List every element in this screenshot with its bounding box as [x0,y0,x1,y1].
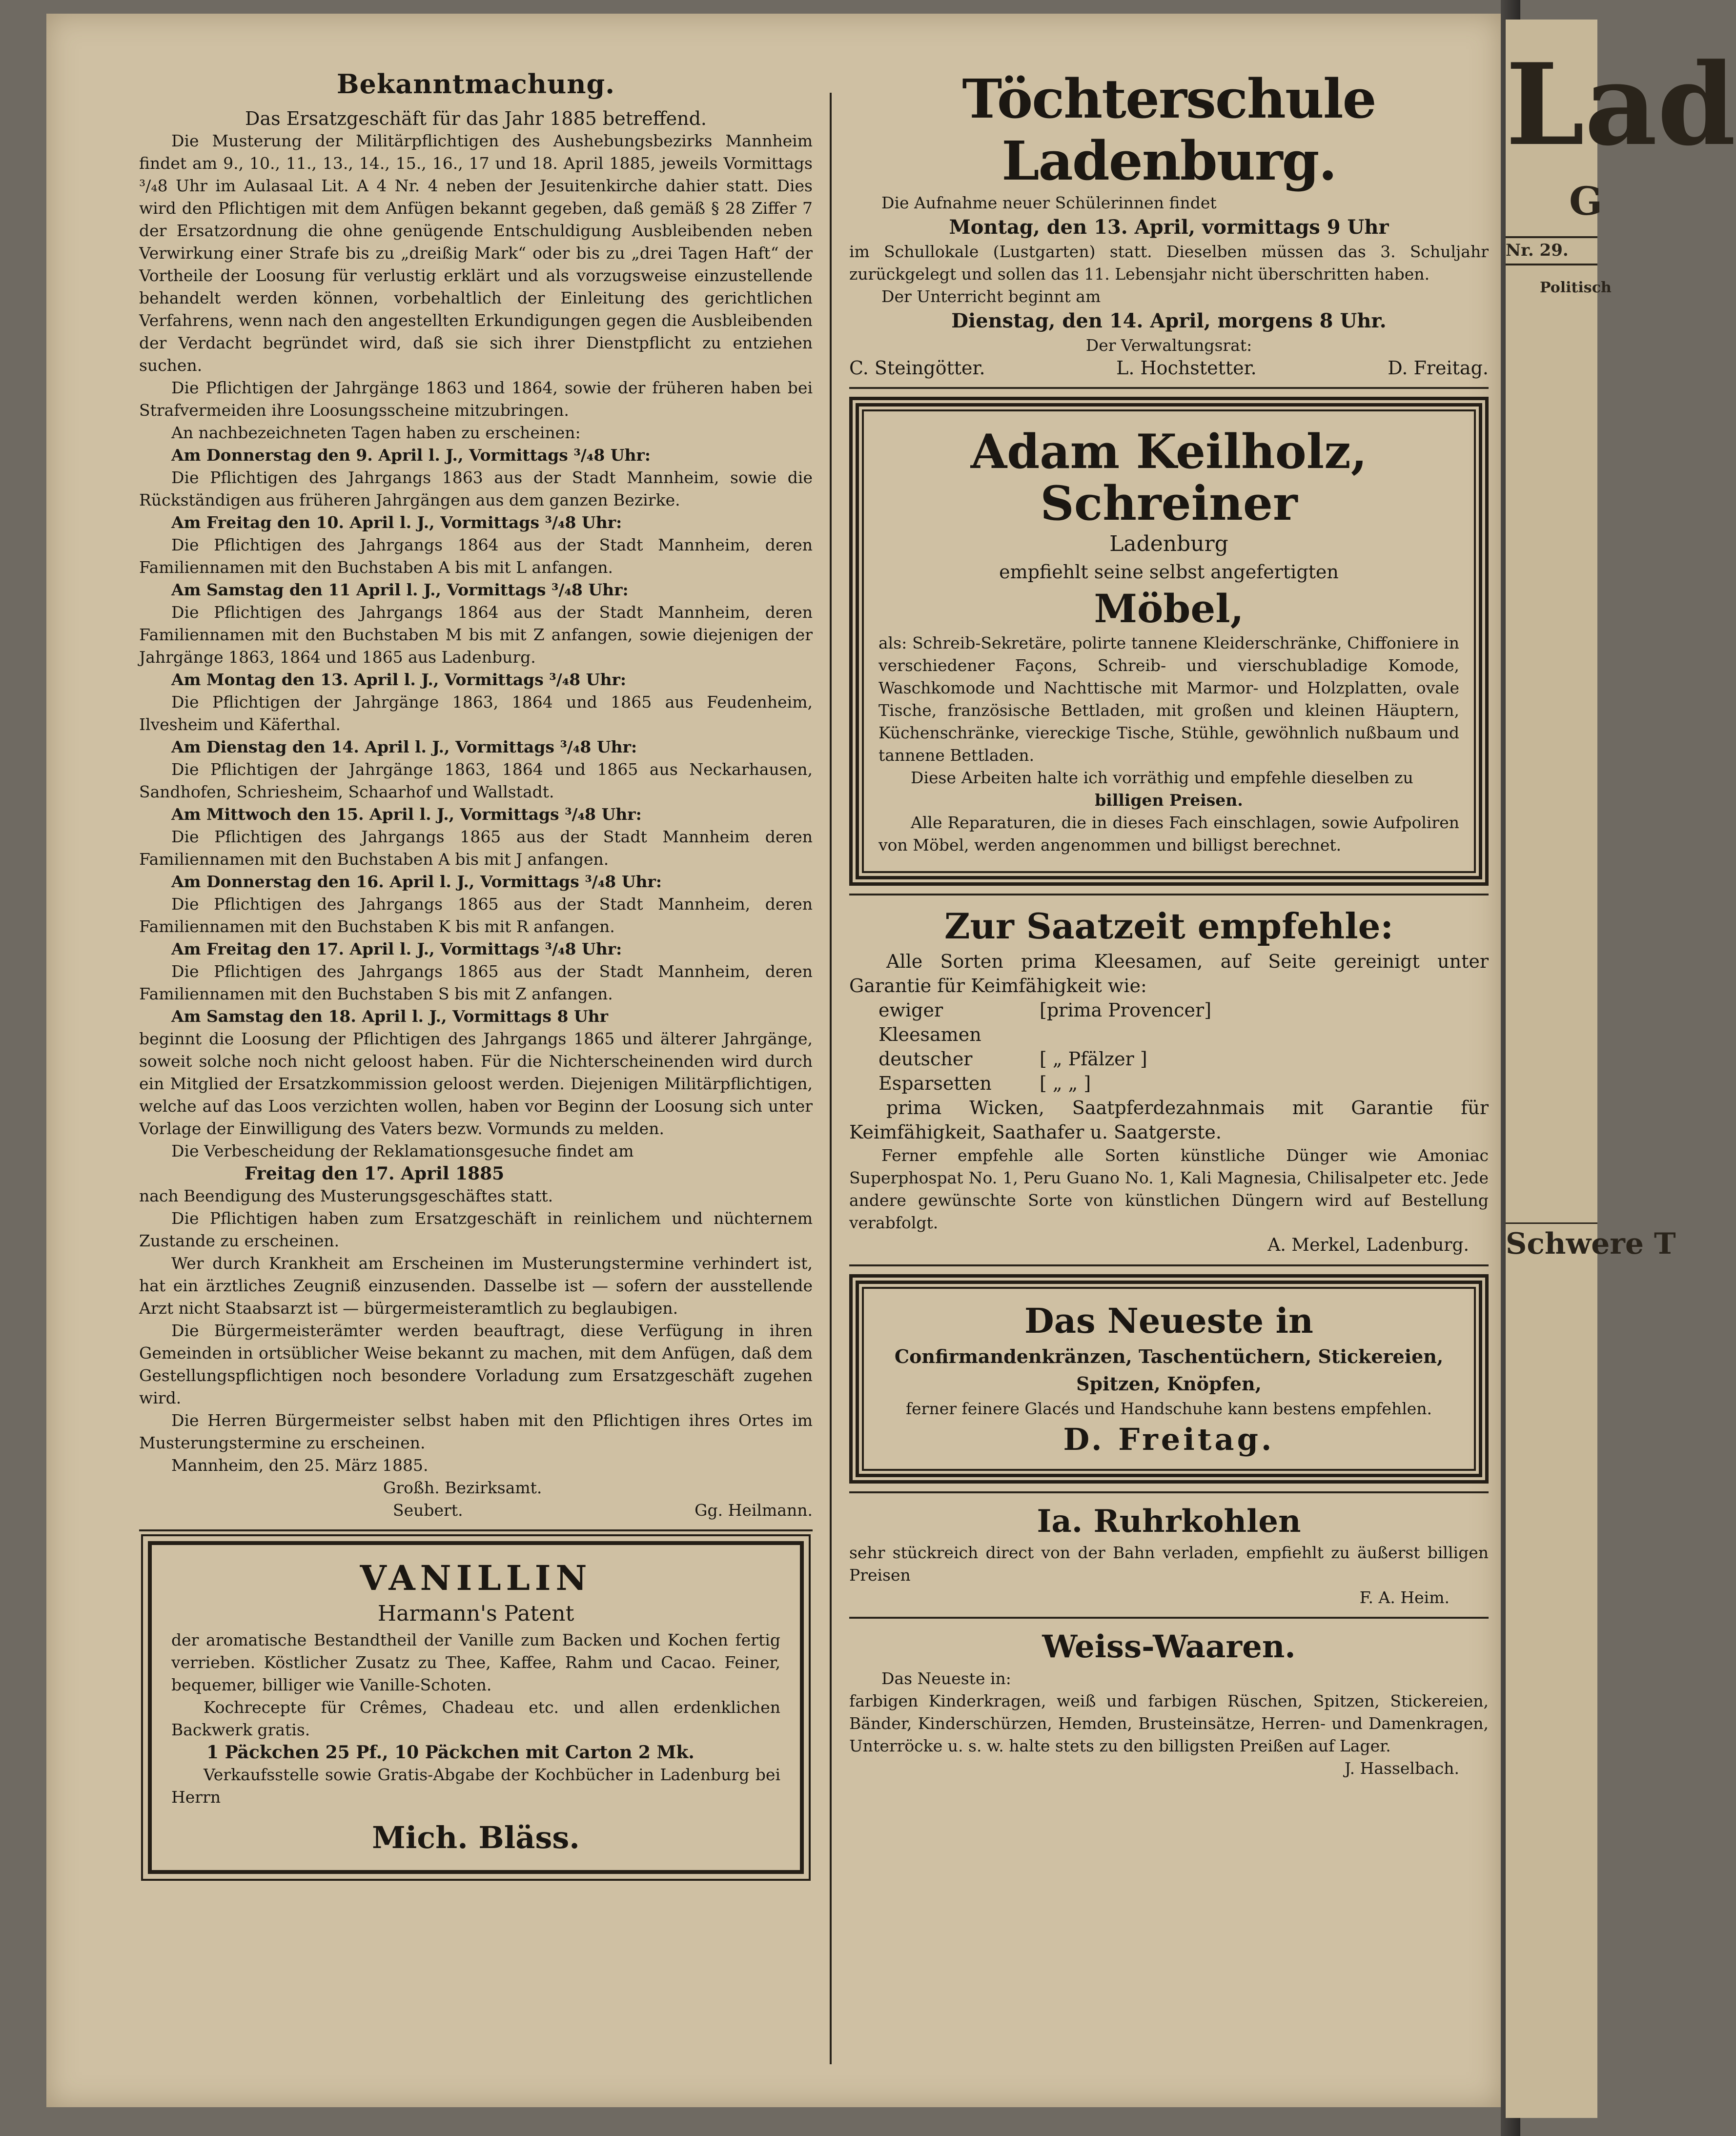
signature: L. Hochstetter. [1116,357,1257,379]
section-rule [849,1617,1489,1619]
toechterschule-line: im Schullokale (Lustgarten) statt. Dieselben müssen das 3. Schuljahr zurückgelegt und sollen das 11. Lebensjahr nicht überschritten haben. [849,242,1489,284]
signature-row [849,357,1489,379]
saatzeit-ad [849,903,1489,1257]
office-name: Großh. Bezirksamt. [383,1478,542,1497]
schedule-day: Am Freitag den 10. April l. J., Vormittags ³/₄8 Uhr: [171,513,622,532]
signature: D. Freitag. [1388,357,1489,379]
reclamation-date: Freitag den 17. April 1885 [245,1163,505,1184]
toechterschule-council: Der Verwaltungsrat: [1085,336,1252,355]
saatzeit-line: Ferner empfehle alle Sorten künstliche Dünger wie Amoniac Superphospat No. 1, Peru Guano No. 1, Kali Magnesia, Chilisalpeter etc. Jede andere gewünschte Sorte von künstlichen Düngern wird auf Bestellung verabfolgt. [849,1145,1489,1232]
notice-title: Bekanntmachung. [336,68,615,100]
section-rule [139,1529,813,1531]
notice-paragraph: Die Pflichtigen haben zum Ersatzgeschäft in reinlichem und nüchternem Zustande zu erscheinen. [139,1209,813,1250]
weiss-body: farbigen Kinderkragen, weiß und farbigen Rüschen, Spitzen, Stickereien, Bänder, Kinderschürzen, Hemden, Brusteinsätze, Herren- und Damenkragen, Unterröcke u. s. w. halte stets zu den billigsten Preißen auf Lager. [849,1691,1489,1755]
adjacent-heading-2: Schwere T [1506,1222,1597,1260]
vanillin-body: der aromatische Bestandtheil der Vanille zum Backen und Kochen fertig verrieben. Köstlicher Zusatz zu Thee, Kaffee, Rahm und Cacao. Feiner, bequemer, billiger wie Vanille-Schoten. [171,1630,780,1694]
saatzeit-title: Zur Saatzeit empfehle: [944,905,1394,947]
neueste-line: ferner feinere Glacés und Handschuhe kann bestens empfehlen. [905,1399,1432,1418]
left-column [139,68,813,1884]
notice-paragraph: Die Herren Bürgermeister selbst haben mit den Pflichtigen ihres Ortes im Musterungstermine zu erscheinen. [139,1411,813,1452]
neueste-title: Das Neueste in [1024,1300,1313,1341]
weiss-line: Das Neueste in: [881,1668,1011,1688]
adjacent-masthead-2: G [1569,178,1603,224]
signature: C. Steingötter. [849,357,985,379]
keilholz-moebel: Möbel, [1094,585,1244,631]
weiss-signer: J. Hasselbach. [1344,1758,1459,1778]
schedule-day: Am Donnerstag den 16. April l. J., Vormittags ³/₄8 Uhr: [171,872,662,891]
adjacent-issue-number: Nr. 29. [1506,236,1597,265]
toechterschule-title: Töchterschule Ladenburg. [962,67,1376,192]
toechterschule-notice [849,68,1489,379]
schedule-text: Die Pflichtigen der Jahrgänge 1863, 1864 und 1865 aus Feudenheim, Ilvesheim und Käferthal. [139,692,813,734]
right-column [849,68,1489,1780]
schedule-day: Am Dienstag den 14. April l. J., Vormittags ³/₄8 Uhr: [171,737,637,756]
notice-subtitle: Das Ersatzgeschäft für das Jahr 1885 betreffend. [245,108,707,129]
schedule-text: Die Pflichtigen des Jahrgangs 1864 aus der Stadt Mannheim, deren Familiennamen mit den Buchstaben M bis mit Z anfangen, sowie diejenigen der Jahrgänge 1863, 1864 und 1865 aus Ladenburg. [139,603,813,667]
toechterschule-line: Der Unterricht beginnt am [881,287,1101,306]
adjacent-masthead: Lad [1506,39,1736,171]
schedule-day: Am Samstag den 18. April l. J., Vormittags 8 Uhr [171,1007,609,1026]
keilholz-ad [849,397,1489,886]
notice-intro: Die Musterung der Militärpflichtigen des Aushebungsbezirks Mannheim findet am 9., 10., 11., 13., 14., 15., 16., 17 und 18. April 1885, jeweils Vormittags ³/₄8 Uhr im Aulasaal Lit. A 4 Nr. 4 neben der Jesuitenkirche dahier statt. Dies wird den Pflichtigen mit dem Anfügen bekannt gegeben, daß gemäß § 28 Ziffer 7 der Ersatzordnung die ohne genügende Entschuldigung Ausbleibenden neben Verwirkung einer Strafe bis zu „dreißig Mark“ oder bis zu „drei Tagen Haft“ der Vortheile der Loosung für verlustig erklärt und als vorzugsweise einzustellende behandelt werden können, vorbehaltlich der Einleitung des gerichtlichen Verfahrens, wenn nach den angestellten Erkundigungen gegen die Ausbleibenden der Verdacht begründet wird, daß sie sich ihrer Dienstpflicht zu entziehen suchen. [139,131,813,375]
notice-paragraph: Die Verbescheidung der Reklamationsgesuche findet am [171,1141,634,1160]
schedule-text: Die Pflichtigen des Jahrgangs 1865 aus der Stadt Mannheim deren Familiennamen mit den Buchstaben A bis mit J anfangen. [139,827,813,869]
schedule-day: Am Freitag den 17. April l. J., Vormittags ³/₄8 Uhr: [171,939,622,958]
keilholz-prices: billigen Preisen. [1095,790,1243,810]
section-rule [849,1491,1489,1493]
keilholz-line: empfiehlt seine selbst angefertigten [999,561,1339,583]
seed-item: deutscher [ „ Pfälzer ] [878,1048,1147,1070]
neueste-signer: D. Freitag. [1063,1421,1275,1457]
seed-item: Esparsetten [ „ „ ] [878,1072,1091,1094]
saatzeit-line: prima Wicken, Saatpferdezahnmais mit Garantie für Keimfähigkeit, Saathafer u. Saatgerste. [849,1097,1489,1143]
keilholz-title: Adam Keilholz, Schreiner [970,424,1368,531]
notice-paragraph: Die Pflichtigen der Jahrgänge 1863 und 1864, sowie der früheren haben bei Strafvermeiden ihre Loosungsscheine mitzubringen. [139,378,813,420]
notice-paragraph: nach Beendigung des Musterungsgeschäftes statt. [139,1186,553,1205]
schedule-day: Am Montag den 13. April l. J., Vormittags ³/₄8 Uhr: [171,670,627,689]
adjacent-page-strip [1506,20,1736,2118]
schedule-day: Am Samstag den 11 April l. J., Vormittags ³/₄8 Uhr: [171,580,629,599]
schedule-text: beginnt die Loosung der Pflichtigen des Jahrgangs 1865 und älterer Jahrgänge, soweit solche noch nicht geloost haben. Für die Nichterscheinenden wird durch ein Mitglied der Ersatzkommission geloost werden. Diejenigen Militärpflichtigen, welche auf das Loos verzichten wollen, haben vor Beginn der Loosung sich unter Vorlage der Einwilligung des Vaters bezw. Vormunds zu melden. [139,1029,813,1138]
vanillin-title: VANILLIN [360,1558,592,1598]
section-rule [849,387,1489,389]
keilholz-town: Ladenburg [1109,531,1228,557]
notice-paragraph: Wer durch Krankheit am Erscheinen im Musterungstermine verhindert ist, hat ein ärztliches Zeugniß einzusenden. Dasselbe ist — sofern der ausstellende Arzt nicht Staabsarzt ist — bürgermeisteramtlich zu beglaubigen. [139,1254,813,1318]
keilholz-body: als: Schreib-Sekretäre, polirte tannene Kleiderschränke, Chiffoniere in verschiedener Façons, Schreib- und vierschubladige Komode, Waschkomode und Nachttische mit Marmor- und Holzplatten, ovale Tische, französische Bettladen, mit großen und kleinen Häuptern, Küchenschränke, viereckige Tische, Stühle, gewöhnlich nußbaum und tannene Bettladen. [878,633,1459,765]
vanillin-patent: Harmann's Patent [377,1601,574,1626]
schedule-text: Die Pflichtigen des Jahrgangs 1863 aus der Stadt Mannheim, sowie die Rückständigen aus früheren Jahrgängen aus dem ganzen Bezirke. [139,468,813,509]
seed-item: ewiger Kleesamen [prima Provencer] [878,999,1212,1045]
ruhrkohlen-signer: F. A. Heim. [1359,1588,1450,1607]
weiss-ad [849,1627,1489,1779]
ruhrkohlen-title: Ia. Ruhrkohlen [1037,1503,1301,1540]
signature: Seubert. [393,1501,463,1520]
saatzeit-signer: A. Merkel, Ladenburg. [1267,1235,1469,1255]
toechterschule-date: Montag, den 13. April, vormittags 9 Uhr [949,216,1389,239]
seed-list [849,998,1489,1096]
section-rule [849,1264,1489,1266]
neueste-line: Confirmandenkränzen, Taschentüchern, Stickereien, Spitzen, Knöpfen, [894,1345,1444,1395]
ruhrkohlen-body: sehr stückreich direct von der Bahn verladen, empfiehlt zu äußerst billigen Preisen [849,1543,1489,1585]
schedule-day: Am Mittwoch den 15. April l. J., Vormittags ³/₄8 Uhr: [171,805,642,824]
saatzeit-intro: Alle Sorten prima Kleesamen, auf Seite gereinigt unter Garantie für Keimfähigkeit wie: [849,950,1489,997]
place-date: Mannheim, den 25. März 1885. [171,1456,429,1475]
signature-row [139,1499,813,1522]
schedule-day: Am Donnerstag den 9. April l. J., Vormittags ³/₄8 Uhr: [171,446,651,465]
weiss-title: Weiss-Waaren. [1042,1628,1296,1666]
schedule-text: Die Pflichtigen des Jahrgangs 1865 aus der Stadt Mannheim, deren Familiennamen mit den Buchstaben K bis mit R anfangen. [139,895,813,936]
bekanntmachung-notice [139,68,813,1522]
vanillin-ad [148,1541,804,1874]
section-rule [849,894,1489,895]
notice-paragraph: Die Bürgermeisterämter werden beauftragt, diese Verfügung in ihren Gemeinden in ortsüblicher Weise bekannt zu machen, mit dem Anfügen, daß dem Gestellungspflichtigen noch besondere Vorladung zum Ersatzgeschäft zugehen wird. [139,1321,813,1407]
schedule-text: Die Pflichtigen der Jahrgänge 1863, 1864 und 1865 aus Neckarhausen, Sandhofen, Schriesheim, Schaarhof und Wallstadt. [139,760,813,801]
vanillin-sale: Verkaufsstelle sowie Gratis-Abgabe der Kochbücher in Ladenburg bei Herrn [171,1765,780,1807]
notice-paragraph: An nachbezeichneten Tagen haben zu erscheinen: [171,423,581,442]
ruhrkohlen-ad [849,1501,1489,1609]
vanillin-seller: Mich. Bläss. [372,1819,580,1855]
toechterschule-line: Die Aufnahme neuer Schülerinnen findet [881,193,1217,212]
keilholz-line: Alle Reparaturen, die in dieses Fach einschlagen, sowie Aufpoliren von Möbel, werden angenommen und billigst berechnet. [878,813,1459,854]
vanillin-recipes: Kochrecepte für Crêmes, Chadeau etc. und allen erdenklichen Backwerk gratis. [171,1697,780,1739]
signature: Gg. Heilmann. [694,1501,813,1520]
vanillin-price: 1 Päckchen 25 Pf., 10 Päckchen mit Carton 2 Mk. [206,1742,694,1763]
adjacent-section-heading: Politisch [1540,279,1612,296]
schedule-text: Die Pflichtigen des Jahrgangs 1865 aus der Stadt Mannheim, deren Familiennamen mit den Buchstaben S bis mit Z anfangen. [139,962,813,1003]
column-rule [830,93,832,2064]
schedule-text: Die Pflichtigen des Jahrgangs 1864 aus der Stadt Mannheim, deren Familiennamen mit den Buchstaben A bis mit L anfangen. [139,535,813,577]
neueste-ad [849,1274,1489,1484]
keilholz-line: Diese Arbeiten halte ich vorräthig und empfehle dieselben zu [911,768,1413,787]
toechterschule-date: Dienstag, den 14. April, morgens 8 Uhr. [951,309,1387,332]
